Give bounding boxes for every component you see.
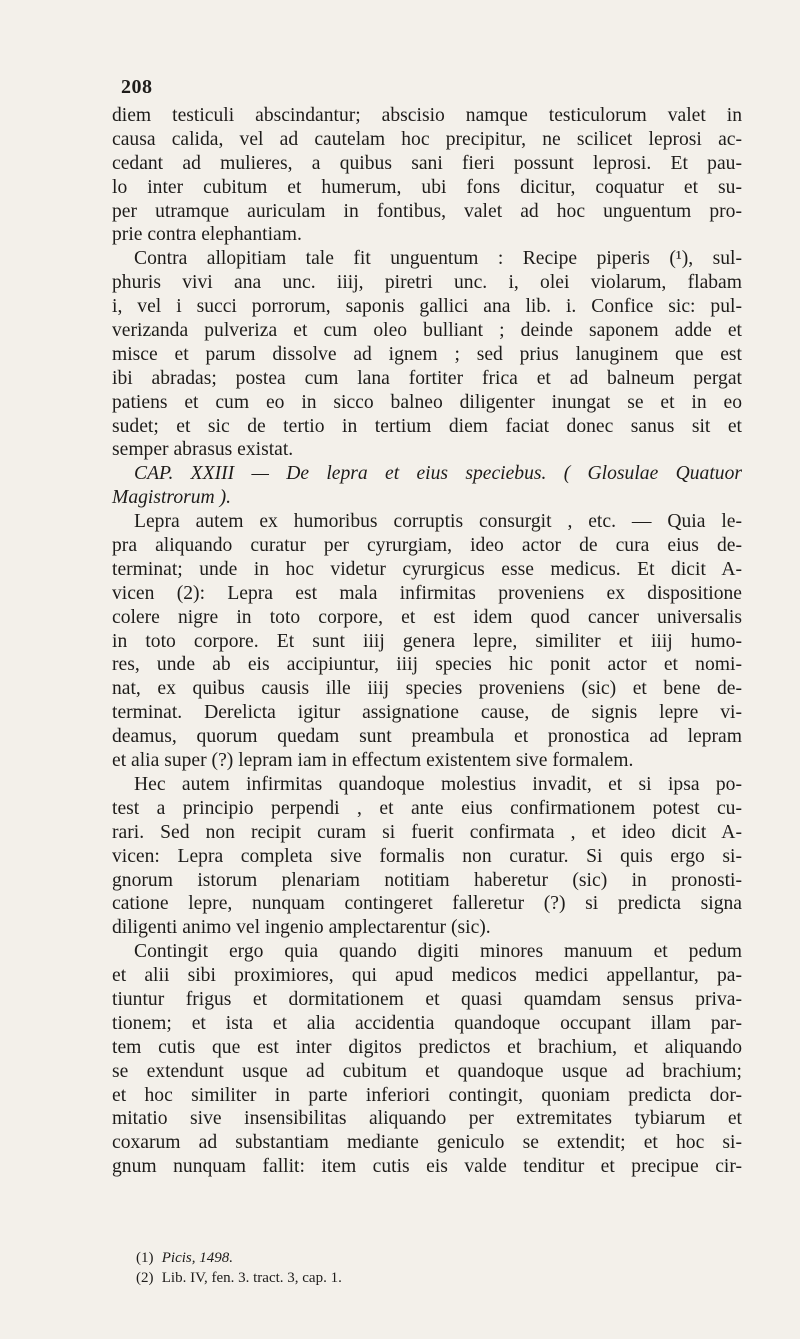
text-line: vicen (2): Lepra est mala infirmitas proveniens ex dispositione bbox=[112, 582, 742, 604]
text-line: pra aliquando curatur per cyrurgiam, ideo actor de cura eius de- bbox=[112, 535, 742, 557]
text-line: tiuntur frigus et dormitationem et quasi quamdam sensus priva- bbox=[112, 988, 742, 1010]
page-number: 208 bbox=[121, 76, 153, 98]
text-line: et alia super (?) lepram iam in effectum existentem sive formalem. bbox=[112, 750, 634, 772]
text-line: patiens et cum eo in sicco balneo diligenter inungat se et in eo bbox=[112, 391, 742, 413]
text-line: diligenti animo vel ingenio amplectarentur (sic). bbox=[112, 917, 491, 939]
text-line: verizanda pulveriza et cum oleo bulliant ; deinde saponem adde et bbox=[112, 320, 742, 342]
text-line: terminat. Derelicta igitur assignatione cause, de signis lepre vi- bbox=[112, 702, 742, 724]
footnote-1 bbox=[136, 1248, 556, 1268]
text-line: tionem; et ista et alia accidentia quandoque occupant illam par- bbox=[112, 1012, 742, 1034]
text-line: prie contra elephantiam. bbox=[112, 224, 302, 246]
paragraph-lepra-definitio bbox=[112, 510, 742, 773]
text-line: gnorum istorum plenariam notitiam haberetur (sic) in pronosti- bbox=[112, 869, 742, 891]
text-line: ibi abradas; postea cum lana fortiter frica et ad balneum pergat bbox=[112, 367, 742, 389]
text-line: i, vel i succi porrorum, saponis gallici ana lib. i. Confice sic: pul- bbox=[112, 296, 742, 318]
text-line: Lepra autem ex humoribus corruptis consurgit , etc. — Quia le- bbox=[134, 511, 742, 533]
text-line: causa calida, vel ad cautelam hoc precipitur, ne scilicet leprosi ac- bbox=[112, 128, 742, 150]
text-line: coxarum ad substantiam mediante geniculo se extendit; et hoc si- bbox=[112, 1132, 742, 1154]
text-line: res, unde ab eis accipiuntur, iiij species hic ponit actor et nomi- bbox=[112, 654, 742, 676]
footnote-text: Lib. IV, fen. 3. tract. 3, cap. 1. bbox=[161, 1270, 342, 1286]
body-text bbox=[112, 104, 742, 1179]
text-line: mitatio sive insensibilitas aliquando per extremitates tybiarum et bbox=[112, 1108, 742, 1130]
text-line: gnum nunquam fallit: item cutis eis valde tenditur et precipue cir- bbox=[112, 1156, 742, 1178]
text-line: se extendunt usque ad cubitum et quandoque usque ad brachium; bbox=[112, 1060, 742, 1082]
text-line: catione lepre, nunquam contingeret falleretur (?) si predicta signa bbox=[112, 893, 742, 915]
footnote-text: Picis, 1498. bbox=[161, 1250, 233, 1266]
paragraph-allopitia bbox=[112, 247, 742, 462]
text-line: lo inter cubitum et humerum, ubi fons dicitur, coquatur et su- bbox=[112, 176, 742, 198]
text-line: et alii sibi proximiores, qui apud medicos medici appellantur, pa- bbox=[112, 965, 742, 987]
text-line: phuris vivi ana unc. iiij, piretri unc. i, olei violarum, flabam bbox=[112, 272, 742, 294]
text-line: colere nigre in toto corpore, et est idem quod cancer universalis bbox=[112, 606, 742, 628]
text-line: tem cutis que est inter digitos predictos et brachium, et aliquando bbox=[112, 1036, 742, 1058]
paragraph-unguentum bbox=[112, 104, 742, 247]
paragraph-curatio bbox=[112, 773, 742, 940]
text-line: semper abrasus existat. bbox=[112, 439, 294, 461]
paragraph-signa bbox=[112, 940, 742, 1179]
text-line: nat, ex quibus causis ille iiij species proveniens (sic) et bene de- bbox=[112, 678, 742, 700]
chapter-heading-line: Magistrorum ). bbox=[112, 487, 232, 509]
text-line: test a principio perpendi , et ante eius confirmationem potest cu- bbox=[112, 797, 742, 819]
text-line: sudet; et sic de tertio in tertium diem faciat donec sanus sit et bbox=[112, 415, 742, 437]
text-line: Contingit ergo quia quando digiti minores manuum et pedum bbox=[134, 941, 742, 963]
footnote-2 bbox=[136, 1268, 556, 1288]
text-line: vicen: Lepra completa sive formalis non curatur. Si quis ergo si- bbox=[112, 845, 742, 867]
text-line: et hoc similiter in parte inferiori contingit, quoniam predicta dor- bbox=[112, 1084, 742, 1106]
text-line: misce et parum dissolve ad ignem ; sed prius lanuginem que est bbox=[112, 343, 742, 365]
chapter-heading bbox=[112, 462, 742, 510]
text-line: Hec autem infirmitas quandoque molestius invadit, et si ipsa po- bbox=[134, 773, 742, 795]
text-line: deamus, quorum quedam sunt preambula et pronostica ad lepram bbox=[112, 726, 742, 748]
chapter-heading-line: CAP. XXIII — De lepra et eius speciebus. ( Glosulae Quatuor bbox=[134, 463, 742, 485]
footnote-mark: (1) bbox=[136, 1250, 154, 1266]
footnotes bbox=[136, 1248, 556, 1288]
text-line: per utramque auriculam in fontibus, valet ad hoc unguentum pro- bbox=[112, 200, 742, 222]
text-line: diem testiculi abscindantur; abscisio namque testiculorum valet in bbox=[112, 105, 742, 126]
text-line: Contra allopitiam tale fit unguentum : Recipe piperis (¹), sul- bbox=[134, 248, 742, 270]
text-line: cedant ad mulieres, a quibus sani fieri possunt leprosi. Et pau- bbox=[112, 152, 742, 174]
text-line: terminat; unde in hoc videtur cyrurgicus esse medicus. Et dicit A- bbox=[112, 558, 742, 580]
text-line: in toto corpore. Et sunt iiij genera lepre, similiter et iiij humo- bbox=[112, 630, 742, 652]
text-line: rari. Sed non recipit curam si fuerit confirmata , et ideo dicit A- bbox=[112, 821, 742, 843]
footnote-mark: (2) bbox=[136, 1270, 154, 1286]
